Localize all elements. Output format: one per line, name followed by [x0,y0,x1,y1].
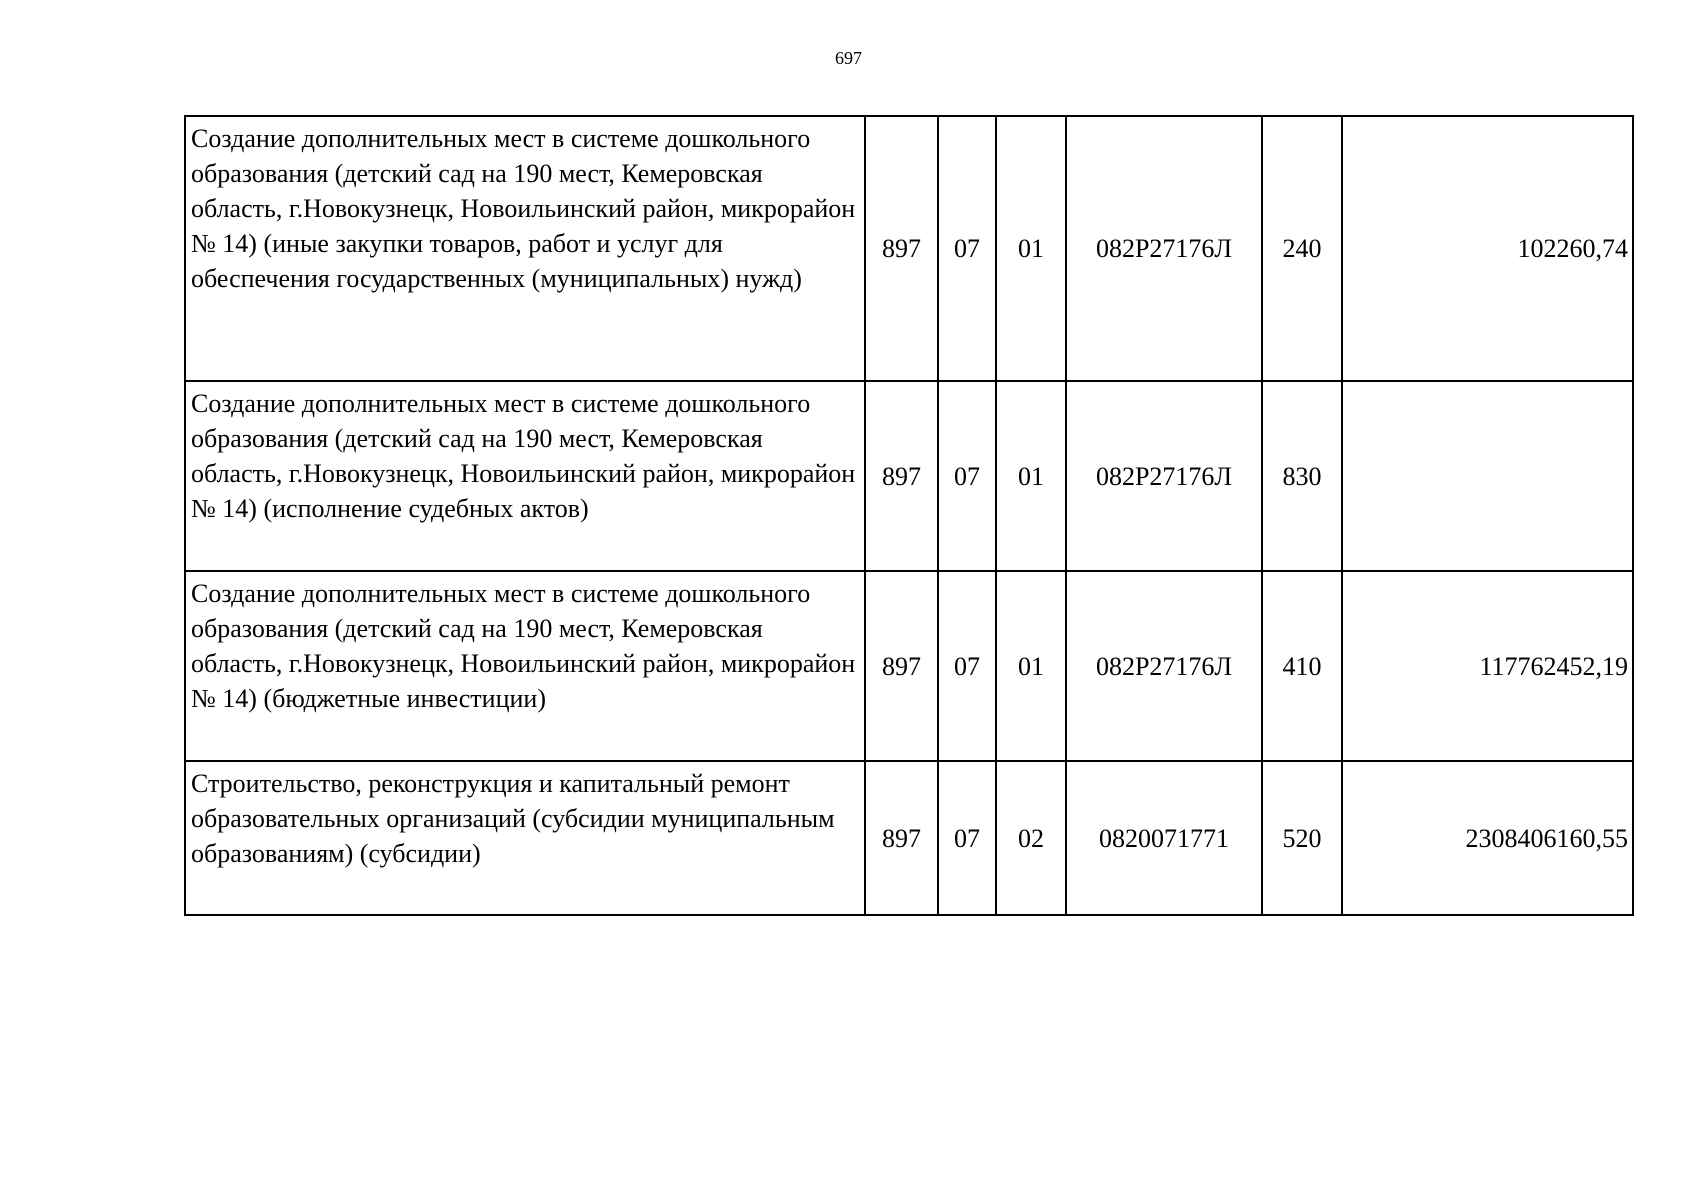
row-target-article-code: 0820071771 [1066,761,1262,915]
row-description: Строительство, реконструкция и капитальный ремонт образовательных организаций (субсидии муниципальным образованиям) (субсидии) [185,761,865,915]
table-row [185,571,1633,761]
row-subsection-code: 01 [996,571,1066,761]
row-section-code: 07 [938,381,996,571]
row-description: Создание дополнительных мест в системе дошкольного образования (детский сад на 190 мест, Кемеровская область, г.Новокузнецк, Новоильинский район, микрорайон № 14) (иные закупки товаров, работ и услуг для обеспечения государственных (муниципальных) нужд) [185,116,865,381]
row-section-code: 07 [938,116,996,381]
row-amount: 117762452,19 [1342,571,1633,761]
row-ved-code: 897 [865,381,938,571]
budget-table [184,115,1634,916]
row-expense-type-code: 830 [1262,381,1342,571]
row-amount [1342,381,1633,571]
row-ved-code: 897 [865,571,938,761]
row-ved-code: 897 [865,116,938,381]
table-row [185,381,1633,571]
row-expense-type-code: 520 [1262,761,1342,915]
row-target-article-code: 082P27176Л [1066,571,1262,761]
row-section-code: 07 [938,761,996,915]
row-amount: 2308406160,55 [1342,761,1633,915]
row-amount: 102260,74 [1342,116,1633,381]
row-target-article-code: 082P27176Л [1066,116,1262,381]
row-ved-code: 897 [865,761,938,915]
table-row [185,116,1633,381]
row-subsection-code: 01 [996,116,1066,381]
row-target-article-code: 082P27176Л [1066,381,1262,571]
row-expense-type-code: 240 [1262,116,1342,381]
page-number: 697 [835,48,862,68]
row-section-code: 07 [938,571,996,761]
row-subsection-code: 02 [996,761,1066,915]
row-description: Создание дополнительных мест в системе дошкольного образования (детский сад на 190 мест, Кемеровская область, г.Новокузнецк, Новоильинский район, микрорайон № 14) (бюджетные инвестиции) [185,571,865,761]
table-row [185,761,1633,915]
row-subsection-code: 01 [996,381,1066,571]
row-description: Создание дополнительных мест в системе дошкольного образования (детский сад на 190 мест, Кемеровская область, г.Новокузнецк, Новоильинский район, микрорайон № 14) (исполнение судебных актов) [185,381,865,571]
row-expense-type-code: 410 [1262,571,1342,761]
